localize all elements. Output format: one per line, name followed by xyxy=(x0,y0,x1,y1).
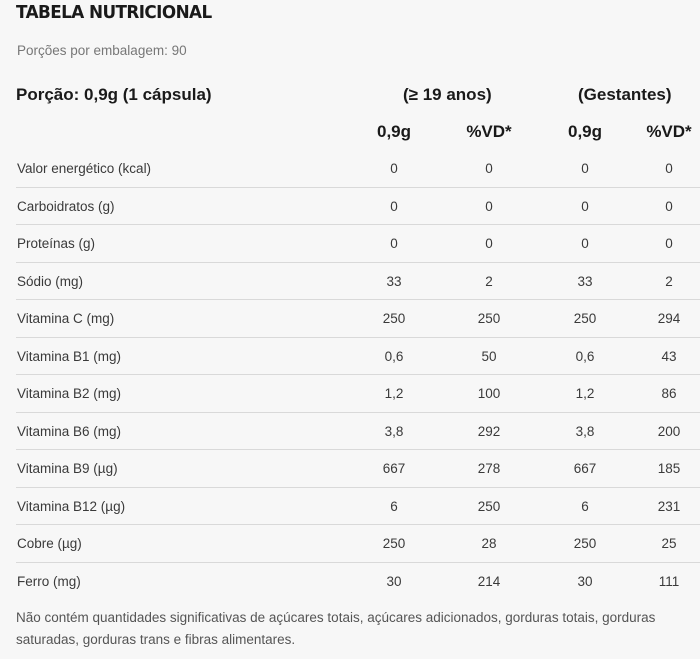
table-row xyxy=(16,225,700,263)
adults-vd-cell: 100 xyxy=(477,386,501,401)
pregnant-group-heading: (Gestantes) xyxy=(578,85,672,104)
pregnant-vd-cell: 111 xyxy=(658,573,680,589)
nutrient-label: Ferro (mg) xyxy=(17,573,81,589)
table-row xyxy=(16,150,700,188)
adults-vd-cell: 50 xyxy=(481,348,497,364)
pregnant-amount-cell: 250 xyxy=(573,536,597,551)
table-row xyxy=(16,375,700,413)
adults-vd-cell: 214 xyxy=(477,573,501,589)
pregnant-amount-column-header: 0,9g xyxy=(567,122,603,141)
nutrient-label: Vitamina B2 (mg) xyxy=(17,386,122,401)
table-row xyxy=(16,488,700,526)
pregnant-amount-cell: 667 xyxy=(573,461,597,476)
adults-amount-cell: 0 xyxy=(390,161,398,176)
pregnant-amount-cell: 0 xyxy=(581,161,589,176)
adults-amount-cell: 250 xyxy=(382,311,406,326)
adults-amount-cell: 667 xyxy=(382,461,406,476)
adults-amount-cell: 250 xyxy=(382,536,406,551)
table-row xyxy=(16,450,700,488)
nutrient-label: Vitamina B9 (µg) xyxy=(17,461,118,476)
pregnant-amount-cell: 250 xyxy=(573,311,597,326)
nutrient-label: Carboidratos (g) xyxy=(17,198,115,214)
pregnant-amount-cell: 6 xyxy=(581,498,589,514)
nutrient-label: Vitamina B1 (mg) xyxy=(17,348,122,364)
adults-vd-cell: 278 xyxy=(477,461,501,476)
adults-amount-cell: 33 xyxy=(386,273,402,289)
adults-vd-column-header: %VD* xyxy=(466,122,512,141)
pregnant-amount-cell: 0,6 xyxy=(575,348,595,364)
pregnant-vd-cell: 294 xyxy=(657,311,681,326)
nutrient-label: Sódio (mg) xyxy=(17,273,84,289)
table-row xyxy=(16,413,700,451)
adults-amount-cell: 3,8 xyxy=(384,423,404,439)
adults-vd-cell: 0 xyxy=(485,198,493,214)
pregnant-vd-column-header: %VD* xyxy=(646,122,692,141)
nutrient-label: Vitamina B6 (mg) xyxy=(17,423,122,439)
nutrient-label: Vitamina C (mg) xyxy=(17,311,115,326)
adults-amount-cell: 0 xyxy=(390,236,398,251)
pregnant-amount-cell: 30 xyxy=(577,573,593,589)
pregnant-vd-cell: 231 xyxy=(657,498,681,514)
page-title: TABELA NUTRICIONAL xyxy=(16,3,212,23)
adults-amount-cell: 6 xyxy=(390,498,398,514)
adults-vd-cell: 0 xyxy=(485,236,493,251)
footnote: Não contém quantidades significativas de açúcares totais, açúcares adicionados, gorduras totais, gorduras saturadas, gorduras trans e fibras alimentares. xyxy=(16,610,656,647)
servings-per-package: Porções por embalagem: 90 xyxy=(17,43,187,58)
portion-heading: Porção: 0,9g (1 cápsula) xyxy=(16,85,212,104)
nutrient-label: Valor energético (kcal) xyxy=(17,161,152,176)
pregnant-vd-cell: 185 xyxy=(657,461,681,476)
adults-group-heading: (≥ 19 anos) xyxy=(403,85,492,104)
nutrition-table-body xyxy=(0,150,700,600)
adults-amount-cell: 1,2 xyxy=(384,386,404,401)
pregnant-amount-cell: 0 xyxy=(581,236,589,251)
pregnant-amount-cell: 1,2 xyxy=(575,386,595,401)
pregnant-vd-cell: 0 xyxy=(665,236,673,251)
pregnant-amount-cell: 0 xyxy=(581,198,589,214)
pregnant-amount-cell: 33 xyxy=(577,273,593,289)
adults-amount-cell: 30 xyxy=(386,573,402,589)
adults-vd-cell: 2 xyxy=(485,273,493,289)
adults-vd-cell: 292 xyxy=(477,423,501,439)
adults-amount-column-header: 0,9g xyxy=(376,122,412,141)
adults-vd-cell: 250 xyxy=(477,311,501,326)
pregnant-vd-cell: 25 xyxy=(661,536,677,551)
pregnant-vd-cell: 0 xyxy=(665,161,673,176)
nutrient-label: Proteínas (g) xyxy=(17,236,96,251)
table-row xyxy=(16,525,700,563)
table-row xyxy=(16,338,700,376)
nutrient-label: Vitamina B12 (µg) xyxy=(17,498,126,514)
pregnant-vd-cell: 2 xyxy=(665,273,673,289)
pregnant-vd-cell: 200 xyxy=(657,423,681,439)
adults-vd-cell: 0 xyxy=(485,161,493,176)
pregnant-amount-cell: 3,8 xyxy=(575,423,595,439)
table-row xyxy=(16,300,700,338)
pregnant-vd-cell: 43 xyxy=(661,348,677,364)
table-row xyxy=(16,563,700,601)
pregnant-vd-cell: 0 xyxy=(665,198,673,214)
nutrient-label: Cobre (µg) xyxy=(17,536,82,551)
adults-amount-cell: 0 xyxy=(390,198,398,214)
table-row xyxy=(16,188,700,226)
adults-amount-cell: 0,6 xyxy=(384,348,404,364)
adults-vd-cell: 28 xyxy=(481,536,497,551)
pregnant-vd-cell: 86 xyxy=(661,386,677,401)
table-row xyxy=(16,263,700,301)
adults-vd-cell: 250 xyxy=(477,498,501,514)
